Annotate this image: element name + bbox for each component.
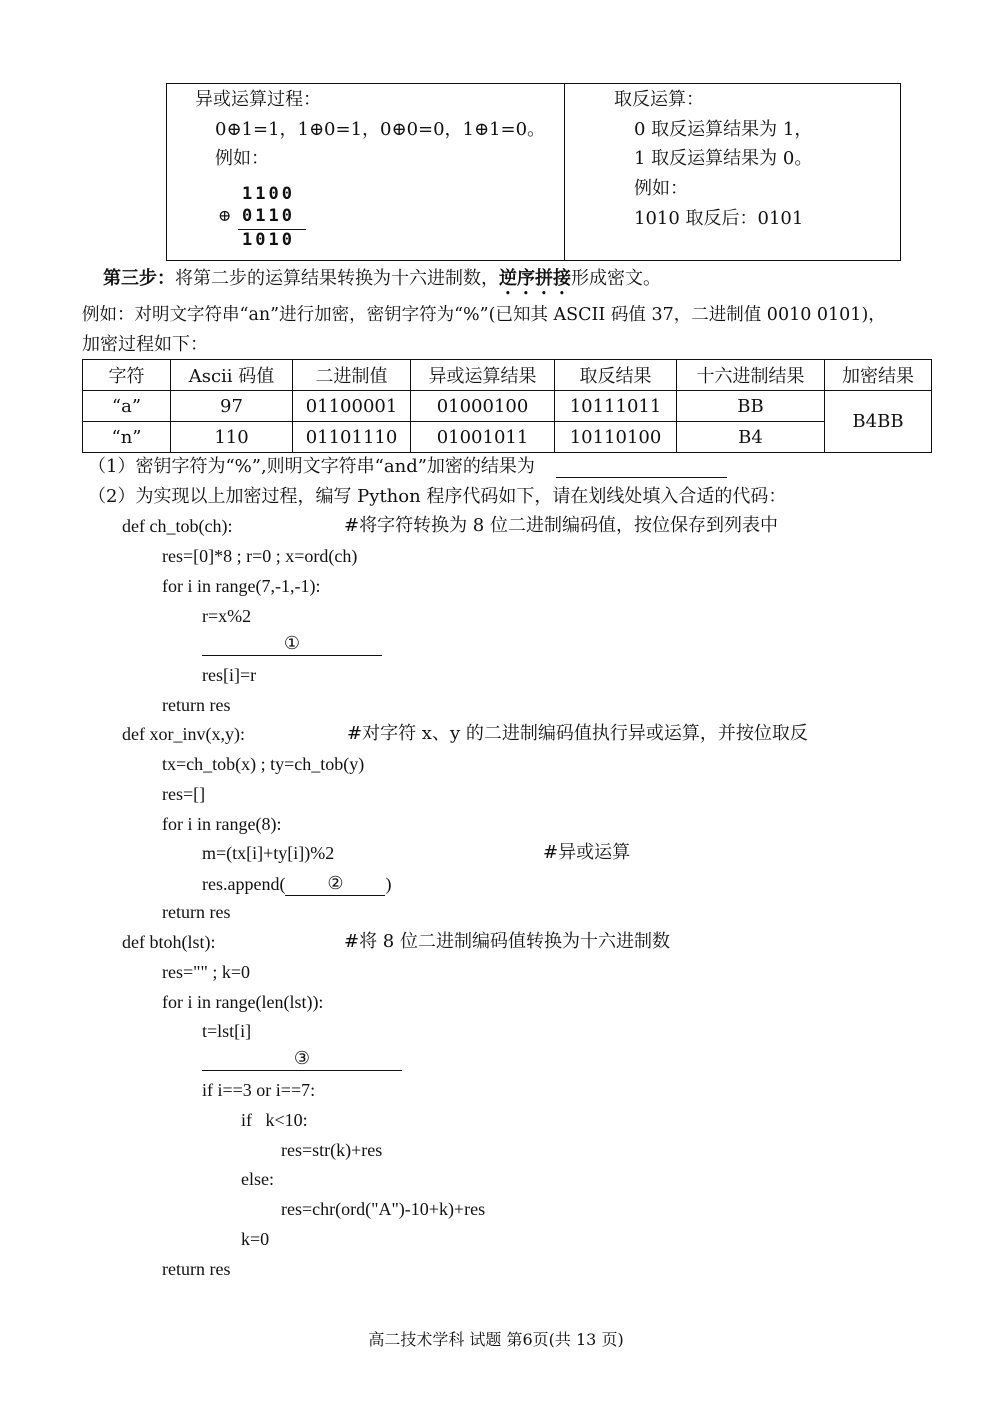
code-comment: #将 8 位二进制编码值转换为十六进制数 [344, 931, 670, 952]
table-cell: 01001011 [411, 422, 555, 453]
code-blank-3[interactable]: ③ [202, 1046, 402, 1071]
table-cell: 97 [171, 391, 293, 422]
table-cell: 10110100 [555, 422, 677, 453]
table-cell: 01101110 [293, 422, 411, 453]
code-line: if k<10: [241, 1110, 308, 1130]
code-line: res=[0]*8 ; r=0 ; x=ord(ch) [162, 546, 358, 566]
code-line: k=0 [241, 1229, 270, 1249]
inv-line2: 1 取反运算结果为 0。 [634, 148, 813, 169]
code-comment: #对字符 x、y 的二进制编码值执行异或运算，并按位取反 [347, 723, 808, 744]
code-line: res[i]=r [202, 665, 257, 685]
table-row [83, 422, 932, 453]
table-header-row [83, 360, 932, 391]
example-line1: 例如：对明文字符串“an”进行加密，密钥字符为“%”(已知其 ASCII 码值 37，二进制值 0010 0101)， [82, 305, 886, 325]
inv-example: 1010 取反后：0101 [634, 208, 804, 229]
xor-operator: ⊕ [218, 206, 232, 225]
code-line: for i in range(8): [162, 814, 282, 834]
code-line: return res [162, 902, 231, 922]
code-line: res="" ; k=0 [162, 962, 250, 982]
code-line: for i in range(len(lst)): [162, 992, 324, 1012]
code-line-append [202, 871, 391, 896]
example-line2: 加密过程如下： [82, 334, 208, 355]
question-2: （2）为实现以上加密过程，编写 Python 程序代码如下，请在划线处填入合适的代码： [88, 486, 787, 507]
table-cell: 110 [171, 422, 293, 453]
header-cell: 字符 [83, 360, 171, 391]
code-line: t=lst[i] [202, 1021, 252, 1041]
code-line: res=chr(ord("A")-10+k)+res [281, 1199, 486, 1219]
step3-text-a: 将第二步的运算结果转换为十六进制数， [175, 268, 499, 289]
xor-example-label: 例如： [215, 148, 269, 169]
code-blank-1[interactable]: ① [202, 631, 382, 656]
inv-line1: 0 取反运算结果为 1， [634, 119, 813, 140]
code-line: tx=ch_tob(x) ; ty=ch_tob(y) [162, 754, 365, 774]
table-cell: 10111011 [555, 391, 677, 422]
code-line: def btoh(lst): [122, 932, 216, 952]
table-cell: “a” [83, 391, 171, 422]
code-line: def ch_tob(ch): [122, 516, 233, 536]
code-line: res=[] [162, 784, 206, 804]
code-blank-2[interactable]: ② [285, 871, 385, 896]
page-footer: 高二技术学科 试题 第6页(共 13 页) [368, 1330, 624, 1349]
header-cell: 取反结果 [555, 360, 677, 391]
question-1: （1）密钥字符为“%”,则明文字符串“and”加密的结果为 [88, 456, 535, 477]
code-append-open: res.append( [202, 874, 286, 894]
code-line: return res [162, 695, 231, 715]
code-comment: #将字符转换为 8 位二进制编码值，按位保存到列表中 [344, 515, 778, 536]
step3-text-b: 形成密文。 [571, 268, 661, 289]
table-cell: 01100001 [293, 391, 411, 422]
code-line: m=(tx[i]+ty[i])%2 [202, 843, 335, 863]
inv-example-label: 例如： [634, 178, 688, 199]
inv-title: 取反运算： [614, 89, 704, 110]
code-comment: #异或运算 [543, 842, 631, 863]
xor-result: 1010 [242, 230, 295, 250]
table-row [83, 391, 932, 422]
box-divider [564, 84, 565, 260]
table-cell: “n” [83, 422, 171, 453]
merged-result-cell: B4BB [825, 391, 932, 453]
code-line: r=x%2 [202, 606, 252, 626]
answer-blank-q1[interactable] [556, 455, 727, 478]
table-cell: B4 [677, 422, 825, 453]
header-cell: 加密结果 [825, 360, 932, 391]
step3-line [103, 267, 661, 299]
step3-emphasis: 逆序拼接 [499, 268, 571, 289]
code-line: res=str(k)+res [281, 1140, 383, 1160]
code-line: return res [162, 1259, 231, 1279]
code-line: if i==3 or i==7: [202, 1080, 316, 1100]
header-cell: Ascii 码值 [171, 360, 293, 391]
code-append-close: ) [385, 874, 392, 894]
encryption-table [82, 359, 932, 453]
header-cell: 十六进制结果 [677, 360, 825, 391]
table-cell: 01000100 [411, 391, 555, 422]
xor-title: 异或运算过程： [195, 89, 321, 110]
header-cell: 二进制值 [293, 360, 411, 391]
code-line: for i in range(7,-1,-1): [162, 576, 321, 596]
code-line: def xor_inv(x,y): [122, 724, 245, 744]
xor-rules: 0⊕1=1，1⊕0=1，0⊕0=0，1⊕1=0。 [215, 119, 546, 140]
xor-operand2: 0110 [242, 206, 295, 226]
step3-label: 第三步： [103, 268, 175, 289]
table-cell: BB [677, 391, 825, 422]
code-line: else: [241, 1169, 274, 1189]
xor-operand1: 1100 [242, 184, 295, 204]
header-cell: 异或运算结果 [411, 360, 555, 391]
